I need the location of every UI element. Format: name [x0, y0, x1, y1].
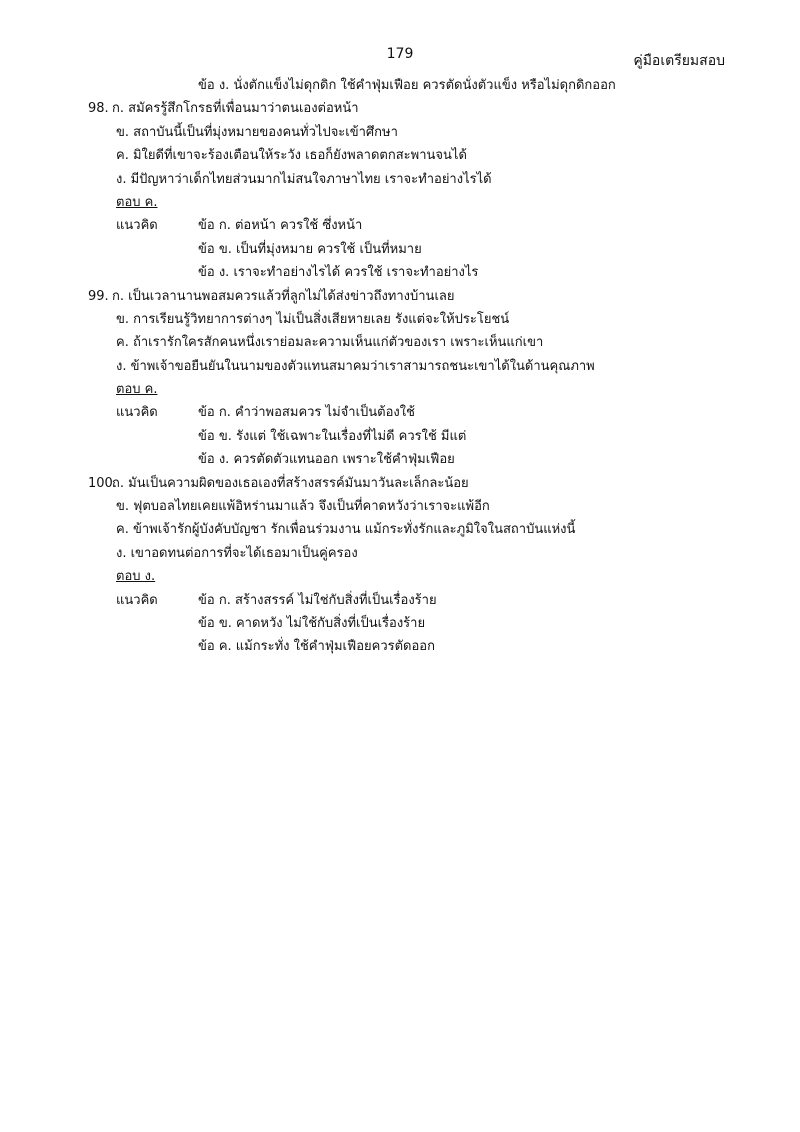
question-number: 99. [88, 288, 109, 304]
option-text: ก. มันเป็นความผิดของเธอเองที่สร้างสรรค์มันมาวันละเล็กละน้อย [112, 475, 469, 491]
explanation-text: ข้อ ง. ควรตัดตัวแทนออก เพราะใช้คำฟุ่มเฟือย [198, 452, 455, 468]
option-text: ง. เขาอดทนต่อการที่จะได้เธอมาเป็นคู่ครอง [116, 545, 358, 561]
explanation-line [88, 589, 748, 612]
explanation-label: แนวคิด [116, 218, 158, 234]
question-first-line [88, 285, 748, 308]
option-text: ก. เป็นเวลานานพอสมควรแล้วที่ลูกไม่ได้ส่งข่าวถึงทางบ้านเลย [112, 288, 455, 304]
explanation-text: ข้อ ก. คำว่าพอสมควร ไม่จำเป็นต้องใช้ [198, 405, 415, 421]
option-text: ค. มิใยดีที่เขาจะร้องเตือนให้ระวัง เธอก็ยังพลาดตกสะพานจนได้ [116, 148, 467, 164]
previous-question-note: ข้อ ง. นั่งตักแข็งไม่ดุกดิก ใช้คำฟุ่มเฟือย ควรตัดนั่งตัวแข็ง หรือไม่ดุกดิกออก [198, 78, 616, 93]
explanation-text: ข้อ ข. คาดหวัง ไม่ใช้กับสิ่งที่เป็นเรื่องร้าย [198, 615, 426, 631]
header-title: คู่มือเตรียมสอบ [633, 53, 725, 69]
explanation-text: ข้อ ข. เป็นที่มุ่งหมาย ควรใช้ เป็นที่หมาย [198, 241, 422, 257]
explanation-text: ข้อ ง. เราจะทำอย่างไรได้ ควรใช้ เราจะทำอย่างไร [198, 265, 479, 281]
question-98 [88, 97, 748, 284]
explanation-text: ข้อ ก. สร้างสรรค์ ไม่ใช่กับสิ่งที่เป็นเรื่องร้าย [198, 592, 437, 608]
question-100 [88, 472, 748, 659]
question-99 [88, 285, 748, 472]
answer-label: ตอบ ค. [116, 194, 158, 210]
explanation-label: แนวคิด [116, 592, 158, 608]
option-text: ข. สถาบันนี้เป็นที่มุ่งหมายของคนทั่วไปจะเข้าศึกษา [116, 124, 398, 140]
option-text: ข. การเรียนรู้วิทยาการต่างๆ ไม่เป็นสิ่งเสียหายเลย รังแต่จะให้ประโยชน์ [116, 311, 510, 327]
document-body [88, 74, 748, 659]
explanation-line [88, 214, 748, 237]
option-text: ง. ข้าพเจ้าขอยืนยันในนามของตัวแทนสมาคมว่าเราสามารถชนะเขาได้ในด้านคุณภาพ [116, 358, 595, 374]
answer-label: ตอบ ง. [116, 569, 156, 585]
page-number: 179 [386, 46, 414, 62]
explanation-text: ข้อ ค. แม้กระทั่ง ใช้คำฟุ่มเฟือยควรตัดออก [198, 639, 435, 655]
option-text: ค. ข้าพเจ้ารักผู้บังคับบัญชา รักเพื่อนร่วมงาน แม้กระทั่งรักและภูมิใจในสถาบันแห่งนี้ [116, 522, 576, 538]
option-text: ข. ฟุตบอลไทยเคยแพ้อิหร่านมาแล้ว จึงเป็นที่คาดหวังว่าเราจะแพ้อีก [116, 499, 490, 515]
explanation-line [88, 401, 748, 424]
answer-label: ตอบ ค. [116, 382, 158, 398]
option-text: ก. สมัครรู้สึกโกรธที่เพื่อนมาว่าตนเองต่อหน้า [112, 101, 359, 117]
option-text: ง. มีปัญหาว่าเด็กไทยส่วนมากไม่สนใจภาษาไทย เราจะทำอย่างไรได้ [116, 171, 492, 187]
question-first-line [88, 472, 748, 495]
option-text: ค. ถ้าเรารักใครสักคนหนึ่งเราย่อมละความเห็นแก่ตัวของเรา เพราะเห็นแก่เขา [116, 335, 544, 351]
question-first-line [88, 97, 748, 120]
explanation-text: ข้อ ก. ต่อหน้า ควรใช้ ซึ่งหน้า [198, 218, 363, 234]
explanation-text: ข้อ ข. รังแต่ ใช้เฉพาะในเรื่องที่ไม่ดี ควรใช้ มีแต่ [198, 428, 467, 444]
question-number: 98. [88, 101, 109, 117]
explanation-label: แนวคิด [116, 405, 158, 421]
question-number: 100. [88, 475, 117, 491]
